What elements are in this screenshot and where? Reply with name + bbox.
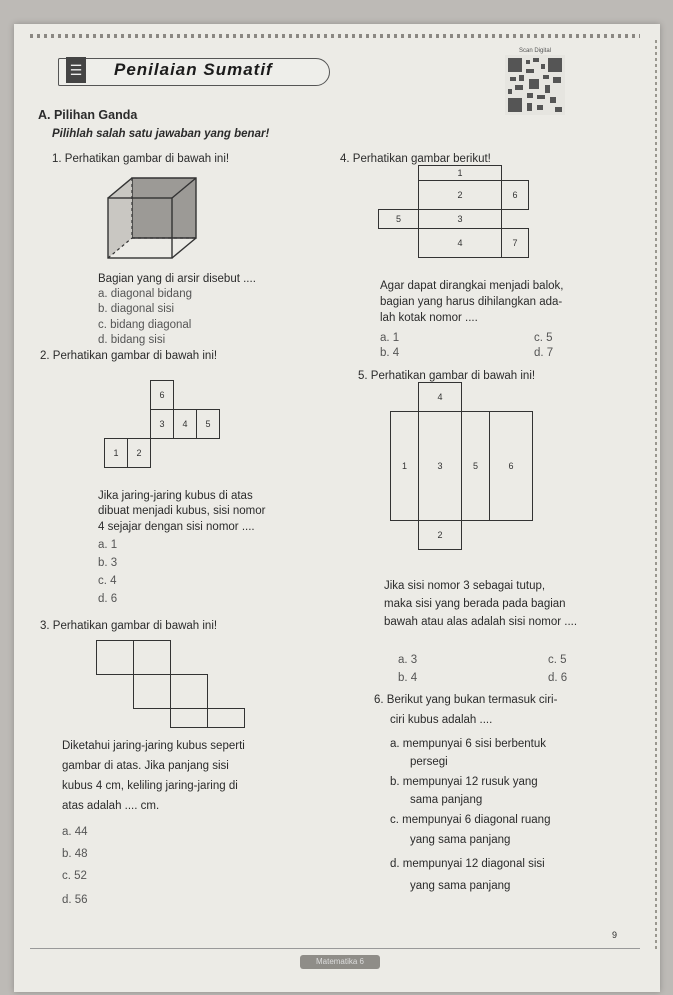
- q2-question-line-1: Jika jaring-jaring kubus di atas: [98, 490, 253, 502]
- q1-option-b[interactable]: b. diagonal sisi: [98, 303, 175, 315]
- q2-option-a[interactable]: a. 1: [98, 539, 118, 551]
- q2-net-cell: 4: [173, 409, 197, 439]
- footer-badge: Matematika 6: [300, 955, 380, 969]
- q2-net-cell: 1: [104, 438, 128, 468]
- q6-option-a[interactable]: a. mempunyai 6 sisi berbentuk: [390, 738, 546, 750]
- q3-question-line-1: Diketahui jaring-jaring kubus seperti: [62, 740, 245, 752]
- q3-option-b[interactable]: b. 48: [62, 848, 88, 860]
- q2-option-d[interactable]: d. 6: [98, 593, 118, 605]
- q2-net-figure: [100, 380, 230, 470]
- q1-stem: 1. Perhatikan gambar di bawah ini!: [52, 153, 230, 165]
- q4-stem: 4. Perhatikan gambar berikut!: [340, 153, 491, 165]
- qr-code: [505, 48, 565, 118]
- q5-option-a[interactable]: a. 3: [398, 654, 418, 666]
- q3-option-c[interactable]: c. 52: [62, 870, 87, 882]
- q3-question-line-4: atas adalah .... cm.: [62, 800, 160, 812]
- q2-net-cell: 2: [127, 438, 151, 468]
- q5-net-cell: 5: [461, 411, 490, 521]
- q3-net-cell: [133, 640, 171, 675]
- q2-stem: 2. Perhatikan gambar di bawah ini!: [40, 350, 218, 362]
- q4-net-cell: 6: [501, 180, 529, 210]
- q4-net-cell: 5: [378, 209, 419, 229]
- q5-question-line-1: Jika sisi nomor 3 sebagai tutup,: [384, 580, 546, 592]
- q3-net-cell: [96, 640, 134, 675]
- q5-stem: 5. Perhatikan gambar di bawah ini!: [358, 370, 536, 382]
- q4-question-line-2: bagian yang harus dihilangkan ada-: [380, 296, 563, 308]
- q3-option-a[interactable]: a. 44: [62, 826, 88, 838]
- q5-net-cell: 3: [418, 411, 462, 521]
- q6-option-b-cont: sama panjang: [410, 794, 483, 806]
- q6-stem-line-1: 6. Berikut yang bukan termasuk ciri-: [374, 694, 558, 706]
- q5-net-cell: 2: [418, 520, 462, 550]
- q3-option-d[interactable]: d. 56: [62, 894, 88, 906]
- q6-option-c[interactable]: c. mempunyai 6 diagonal ruang: [390, 814, 551, 826]
- q3-net-cell: [133, 674, 171, 709]
- q1-option-d[interactable]: d. bidang sisi: [98, 334, 166, 346]
- q2-net-cell: 5: [196, 409, 220, 439]
- q3-question-line-3: kubus 4 cm, keliling jaring-jaring di: [62, 780, 238, 792]
- section-instruction: Pilihlah salah satu jawaban yang benar!: [52, 128, 270, 140]
- q1-question: Bagian yang di arsir disebut ....: [98, 273, 256, 285]
- q5-option-b[interactable]: b. 4: [398, 672, 418, 684]
- q5-question-line-2: maka sisi yang berada pada bagian: [384, 598, 566, 610]
- q3-stem: 3. Perhatikan gambar di bawah ini!: [40, 620, 218, 632]
- q4-net-cell: 4: [418, 228, 502, 258]
- q5-net-figure: [390, 382, 560, 572]
- q4-option-d[interactable]: d. 7: [534, 347, 554, 359]
- q4-net-cell: 7: [501, 228, 529, 258]
- q5-net-cell: 1: [390, 411, 419, 521]
- q4-net-cell: 2: [418, 180, 502, 210]
- footer-divider: [30, 948, 640, 949]
- q2-option-c[interactable]: c. 4: [98, 575, 117, 587]
- section-label: A. Pilihan Ganda: [38, 108, 138, 122]
- q4-net-cell: 3: [418, 209, 502, 229]
- worksheet-icon: ☰: [66, 57, 86, 83]
- q2-question-line-3: 4 sejajar dengan sisi nomor ....: [98, 521, 255, 533]
- q1-option-c[interactable]: c. bidang diagonal: [98, 319, 192, 331]
- spiral-binding: [30, 34, 640, 38]
- q3-net-cell: [170, 708, 208, 728]
- q2-option-b[interactable]: b. 3: [98, 557, 118, 569]
- q6-option-d-cont: yang sama panjang: [410, 880, 511, 892]
- q4-option-b[interactable]: b. 4: [380, 347, 400, 359]
- q6-option-b[interactable]: b. mempunyai 12 rusuk yang: [390, 776, 538, 788]
- q4-net-cell: 1: [418, 165, 502, 181]
- q5-option-d[interactable]: d. 6: [548, 672, 568, 684]
- q3-net-figure: [96, 640, 256, 730]
- q4-question-line-3: lah kotak nomor ....: [380, 312, 478, 324]
- q3-net-cell: [207, 708, 245, 728]
- q6-option-c-cont: yang sama panjang: [410, 834, 511, 846]
- qr-caption: Scan Digital: [518, 48, 551, 54]
- q5-option-c[interactable]: c. 5: [548, 654, 567, 666]
- q2-net-cell: 6: [150, 380, 174, 410]
- page-title: Penilaian Sumatif: [114, 60, 273, 79]
- q1-option-a[interactable]: a. diagonal bidang: [98, 288, 192, 300]
- q4-option-c[interactable]: c. 5: [534, 332, 553, 344]
- q4-option-a[interactable]: a. 1: [380, 332, 400, 344]
- q2-net-cell: 3: [150, 409, 174, 439]
- q2-question-line-2: dibuat menjadi kubus, sisi nomor: [98, 505, 266, 517]
- q5-net-cell: 4: [418, 382, 462, 412]
- q6-option-d[interactable]: d. mempunyai 12 diagonal sisi: [390, 858, 545, 870]
- page-edge: [655, 40, 657, 950]
- q5-net-cell: 6: [489, 411, 533, 521]
- q6-stem-line-2: ciri kubus adalah ....: [390, 714, 493, 726]
- q3-question-line-2: gambar di atas. Jika panjang sisi: [62, 760, 229, 772]
- qr-code-icon: [505, 55, 565, 115]
- q5-question-line-3: bawah atau alas adalah sisi nomor ....: [384, 616, 578, 628]
- q3-net-cell: [170, 674, 208, 709]
- q6-option-a-cont: persegi: [410, 756, 448, 768]
- q4-question-line-1: Agar dapat dirangkai menjadi balok,: [380, 280, 564, 292]
- q1-cube-figure: [104, 170, 204, 270]
- q4-net-figure: [378, 165, 538, 265]
- page-number: 9: [612, 930, 618, 940]
